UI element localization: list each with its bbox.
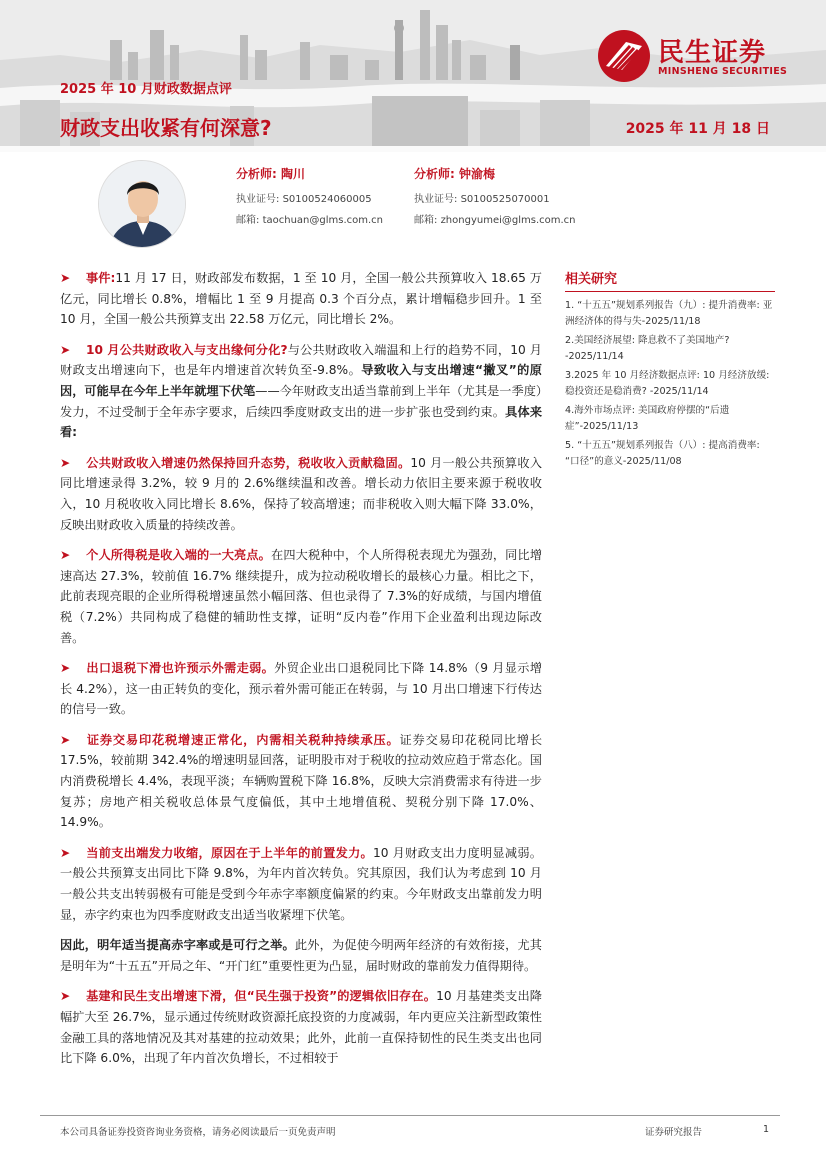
analyst-photo	[98, 160, 186, 248]
bullet-arrow-icon: ➤	[60, 342, 71, 357]
bullet-arrow-icon: ➤	[60, 845, 71, 860]
analyst-1	[236, 165, 383, 232]
paragraph-infrastructure: ➤ 基建和民生支出增速下滑，但“民生强于投资”的逻辑依旧存在。10 月基建类支出降幅扩大至 26.7%，显示通过传统财政资源托底投资的力度减弱，年内更应关注新型政策性金融工具的落地情况及其对基建的拉动效果；此外，此前一直保持韧性的民生类支出也同比下降 6.0%，出现了年内首次负增长，不过相较于	[60, 986, 542, 1068]
paragraph-stamp-duty: ➤ 证券交易印花税增速正常化，内需相关税种持续承压。证券交易印花税同比增长 17.5%，较前期 342.4%的增速明显回落，证明股市对于税收的拉动效应趋于常态化。国内消费税增长 4.4%，表现平淡；车辆购置税下降 16.8%，反映大宗消费需求有待进一步复苏；房地产相关税收总体景气度偏低，其中土地增值税、契税分别下降 17.0%、14.9%。	[60, 730, 542, 833]
footer-divider	[40, 1115, 780, 1116]
page-title: 财政支出收紧有何深意?	[60, 116, 272, 140]
related-research-sidebar	[565, 268, 775, 473]
report-date: 2025 年 11 月 18 日	[625, 121, 770, 137]
bullet-arrow-icon: ➤	[60, 732, 71, 747]
paragraph-expenditure: ➤ 当前支出端发力收缩，原因在于上半年的前置发力。10 月财政支出力度明显减弱。一般公共预算支出同比下降 9.8%，为年内首次转负。究其原因，我们认为考虑到 10 月一般公共支出转弱极有可能是受到今年赤字率额度偏紧的约束。今年财政支出靠前发力明显，赤字约束也为四季度财政支出适当收紧埋下伏笔。	[60, 843, 542, 925]
report-body	[60, 268, 542, 1079]
page-number: 1	[763, 1124, 770, 1135]
footer-disclaimer: 本公司具备证券投资咨询业务资格，请务必阅读最后一页免责声明	[60, 1127, 336, 1138]
paragraph-event: ➤ 事件:11 月 17 日，财政部发布数据，1 至 10 月，全国一般公共预算收入 18.65 万亿元，同比增长 0.8%，增幅比 1 至 9 月提高 0.3 个百分点，累计增幅稳步回升。1 至 10 月，全国一般公共预算支出 22.58 万亿元，同比增长 2%。	[60, 268, 542, 330]
bullet-arrow-icon: ➤	[60, 455, 71, 470]
logo-english-text: MINSHENG SECURITIES	[658, 66, 788, 77]
bullet-arrow-icon: ➤	[60, 661, 71, 676]
analyst-1-email[interactable]: 邮箱: taochuan@glms.com.cn	[236, 215, 383, 226]
analyst-2-name-line: 分析师: 钟渝梅	[414, 167, 496, 181]
bullet-arrow-icon: ➤	[60, 989, 71, 1004]
analyst-2-email[interactable]: 邮箱: zhongyumei@glms.com.cn	[414, 215, 576, 226]
paragraph-income-tax: ➤ 个人所得税是收入端的一大亮点。在四大税种中，个人所得税表现尤为强劲，同比增速高达 27.3%，较前值 16.7% 继续提升，成为拉动税收增长的最核心力量。相比之下，此前表现亮眼的企业所得税增速虽然小幅回落、但也录得了 7.3%的好成绩，与国内增值税（7.2%）共同构成了稳健的辅助性支撑，证明“反内卷”作用下企业盈利出现边际改善。	[60, 545, 542, 648]
analyst-1-name-line: 分析师: 陶川	[236, 167, 306, 181]
bullet-arrow-icon: ➤	[60, 271, 71, 285]
company-logo	[596, 28, 806, 88]
related-research-title: 相关研究	[565, 268, 775, 292]
paragraph-divergence: ➤ 10 月公共财政收入与支出缘何分化?与公共财政收入端温和上行的趋势不同，10 月财政支出增速向下，也是年内增速首次转负至-9.8%。导致收入与支出增速“撇叉”的原因，可能早在今年上半年就埋下伏笔——今年财政支出适当靠前到上半年（尤其是一季度）发力，不过受制于全年赤字要求，后续四季度财政支出的进一步扩张也受到约束。具体来看:	[60, 340, 542, 443]
paragraph-revenue: ➤ 公共财政收入增速仍然保持回升态势，税收收入贡献稳固。10 月一般公共预算收入同比增速录得 3.2%，较 9 月的 2.6%继续温和改善。增长动力依旧主要来源于税收收入，10 月税收收入同比增长 8.6%，保持了较高增速；而非税收入则大幅下降 33.0%，反映出财政收入质量的持续改善。	[60, 453, 542, 535]
minsheng-emblem-icon	[596, 28, 652, 84]
analyst-1-cert: 执业证号: S0100524060005	[236, 194, 372, 205]
paragraph-export-rebate: ➤ 出口退税下滑也许预示外需走弱。外贸企业出口退税同比下降 14.8%（9 月显示增长 4.2%），这一由正转负的变化，预示着外需可能正在转弱，与 10 月出口增速下行传达的信号一致。	[60, 658, 542, 720]
related-research-item[interactable]: 1. “十五五”规划系列报告（九）: 提升消费率: 亚洲经济体的得与失-2025/11/18	[565, 300, 773, 327]
related-research-item[interactable]: 4.海外市场点评: 美国政府停摆的“后遗症”-2025/11/13	[565, 405, 730, 432]
related-research-item[interactable]: 3.2025 年 10 月经济数据点评: 10 月经济放缓: 稳投资还是稳消费? -2025/11/14	[565, 370, 770, 397]
bullet-arrow-icon: ➤	[60, 548, 71, 563]
analyst-2	[414, 165, 576, 232]
report-series-tag: 2025 年 10 月财政数据点评	[60, 82, 232, 97]
related-research-item[interactable]: 2.美国经济展望: 降息救不了美国地产? -2025/11/14	[565, 335, 730, 362]
paragraph-deficit: 因此，明年适当提高赤字率或是可行之举。此外，为促使今明两年经济的有效衔接，尤其是明年为“十五五”开局之年、“开门红”重要性更为凸显，届时财政的靠前发力值得期待。	[60, 938, 542, 973]
header-banner	[0, 0, 826, 152]
related-research-item[interactable]: 5. “十五五”规划系列报告（八）: 提高消费率: “口径”的意义-2025/11/08	[565, 440, 760, 467]
analyst-2-cert: 执业证号: S0100525070001	[414, 194, 550, 205]
footer-report-type: 证券研究报告	[645, 1127, 703, 1138]
logo-chinese-text: 民生证券	[658, 38, 767, 68]
